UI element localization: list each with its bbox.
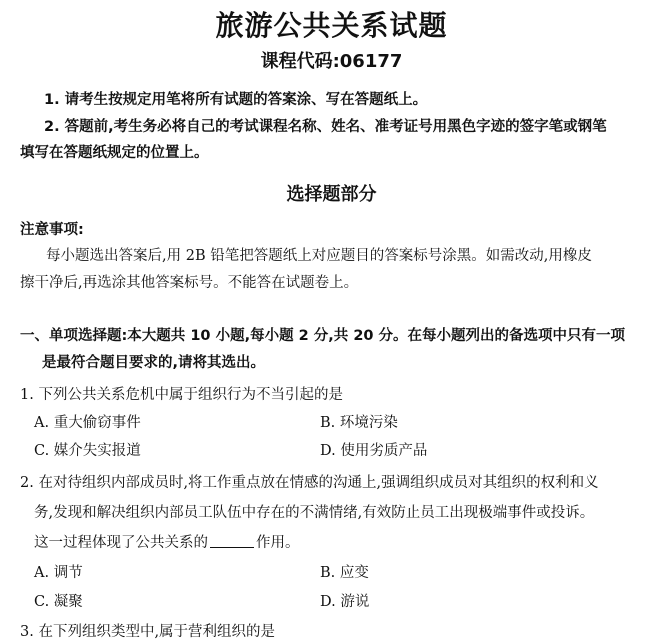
- question-2-option-a: A. 调节: [34, 565, 83, 581]
- part1-heading-line2: 是最符合题目要求的,请将其选出。: [42, 355, 266, 371]
- question-1-stem: 1. 下列公共关系危机中属于组织行为不当引起的是: [20, 387, 343, 403]
- question-3-stem: 3. 在下列组织类型中,属于营利组织的是: [20, 624, 276, 640]
- exam-title: 旅游公共关系试题: [215, 9, 448, 42]
- answer-blank: [210, 533, 254, 548]
- instruction-1: 1. 请考生按规定用笔将所有试题的答案涂、写在答题纸上。: [44, 92, 428, 108]
- notice-line-1: 每小题选出答案后,用 2B 铅笔把答题纸上对应题目的答案标号涂黑。如需改动,用橡皮: [46, 248, 592, 264]
- part1-heading-line1: 一、单项选择题:本大题共 10 小题,每小题 2 分,共 20 分。在每小题列出的备选项中只有一项: [20, 328, 626, 344]
- question-2-stem-line2: 务,发现和解决组织内部员工队伍中存在的不满情绪,有效防止员工出现极端事件或投诉。: [34, 505, 595, 521]
- question-1-option-a: A. 重大偷窃事件: [34, 415, 141, 431]
- question-2-option-b: B. 应变: [320, 565, 369, 581]
- notice-label: 注意事项:: [20, 222, 84, 238]
- question-2-stem-before-blank: 这一过程体现了公共关系的: [34, 535, 208, 551]
- question-2-option-c: C. 凝聚: [34, 594, 83, 610]
- section-title: 选择题部分: [286, 184, 377, 205]
- instruction-2-line2: 填写在答题纸规定的位置上。: [20, 145, 209, 161]
- instruction-2-line1: 2. 答题前,考生务必将自己的考试课程名称、姓名、准考证号用黑色字迹的签字笔或钢笔: [44, 119, 607, 135]
- question-1-option-b: B. 环境污染: [320, 415, 398, 431]
- question-1-option-d: D. 使用劣质产品: [320, 443, 428, 459]
- question-2-stem-line3: [34, 533, 300, 553]
- question-2-stem-after-blank: 作用。: [256, 535, 300, 551]
- question-2-option-d: D. 游说: [320, 594, 370, 610]
- question-1-option-c: C. 媒介失实报道: [34, 443, 141, 459]
- course-code: 课程代码:06177: [260, 51, 403, 72]
- question-2-stem-line1: 2. 在对待组织内部成员时,将工作重点放在情感的沟通上,强调组织成员对其组织的权利和义: [20, 475, 599, 491]
- notice-line-2: 擦干净后,再选涂其他答案标号。不能答在试题卷上。: [20, 275, 359, 291]
